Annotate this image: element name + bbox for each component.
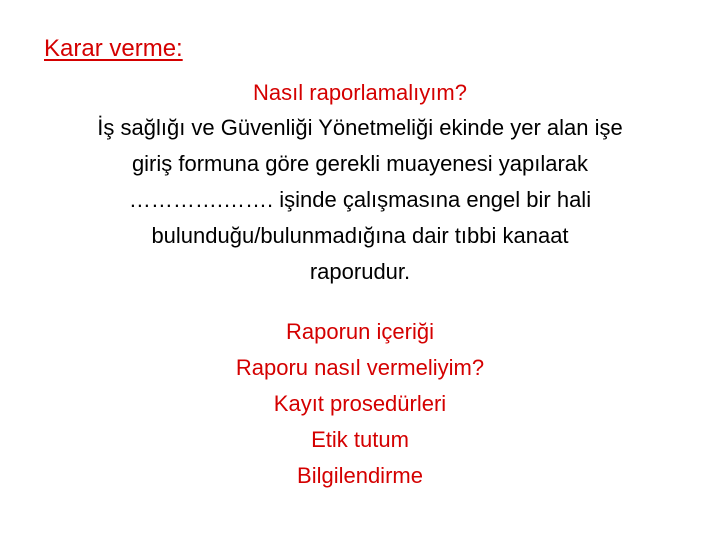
definition-line: raporudur.: [309, 259, 411, 284]
topic-item-ethics: Etik tutum: [311, 427, 409, 452]
definition-line: İş sağlığı ve Güvenliği Yönetmeliği ekinde yer alan işe: [97, 115, 623, 140]
topic-item-informing: Bilgilendirme: [297, 463, 423, 488]
topic-item-report-content: Raporun içeriği: [286, 319, 434, 344]
definition-text: [20, 110, 700, 290]
topic-item-record-procedures: Kayıt prosedürleri: [273, 391, 447, 416]
definition-line: giriş formuna göre gerekli muayenesi yapılarak: [131, 151, 589, 176]
definition-line: ………….……. işinde çalışmasına engel bir hali: [128, 187, 592, 212]
topic-list: [0, 314, 720, 494]
topic-item-how-to-report: Raporu nasıl vermeliyim?: [235, 355, 485, 380]
slide-title: Karar verme:: [44, 35, 183, 62]
definition-line: bulunduğu/bulunmadığına dair tıbbi kanaat: [151, 223, 569, 248]
question-heading: Nasıl raporlamalıyım?: [253, 80, 467, 105]
